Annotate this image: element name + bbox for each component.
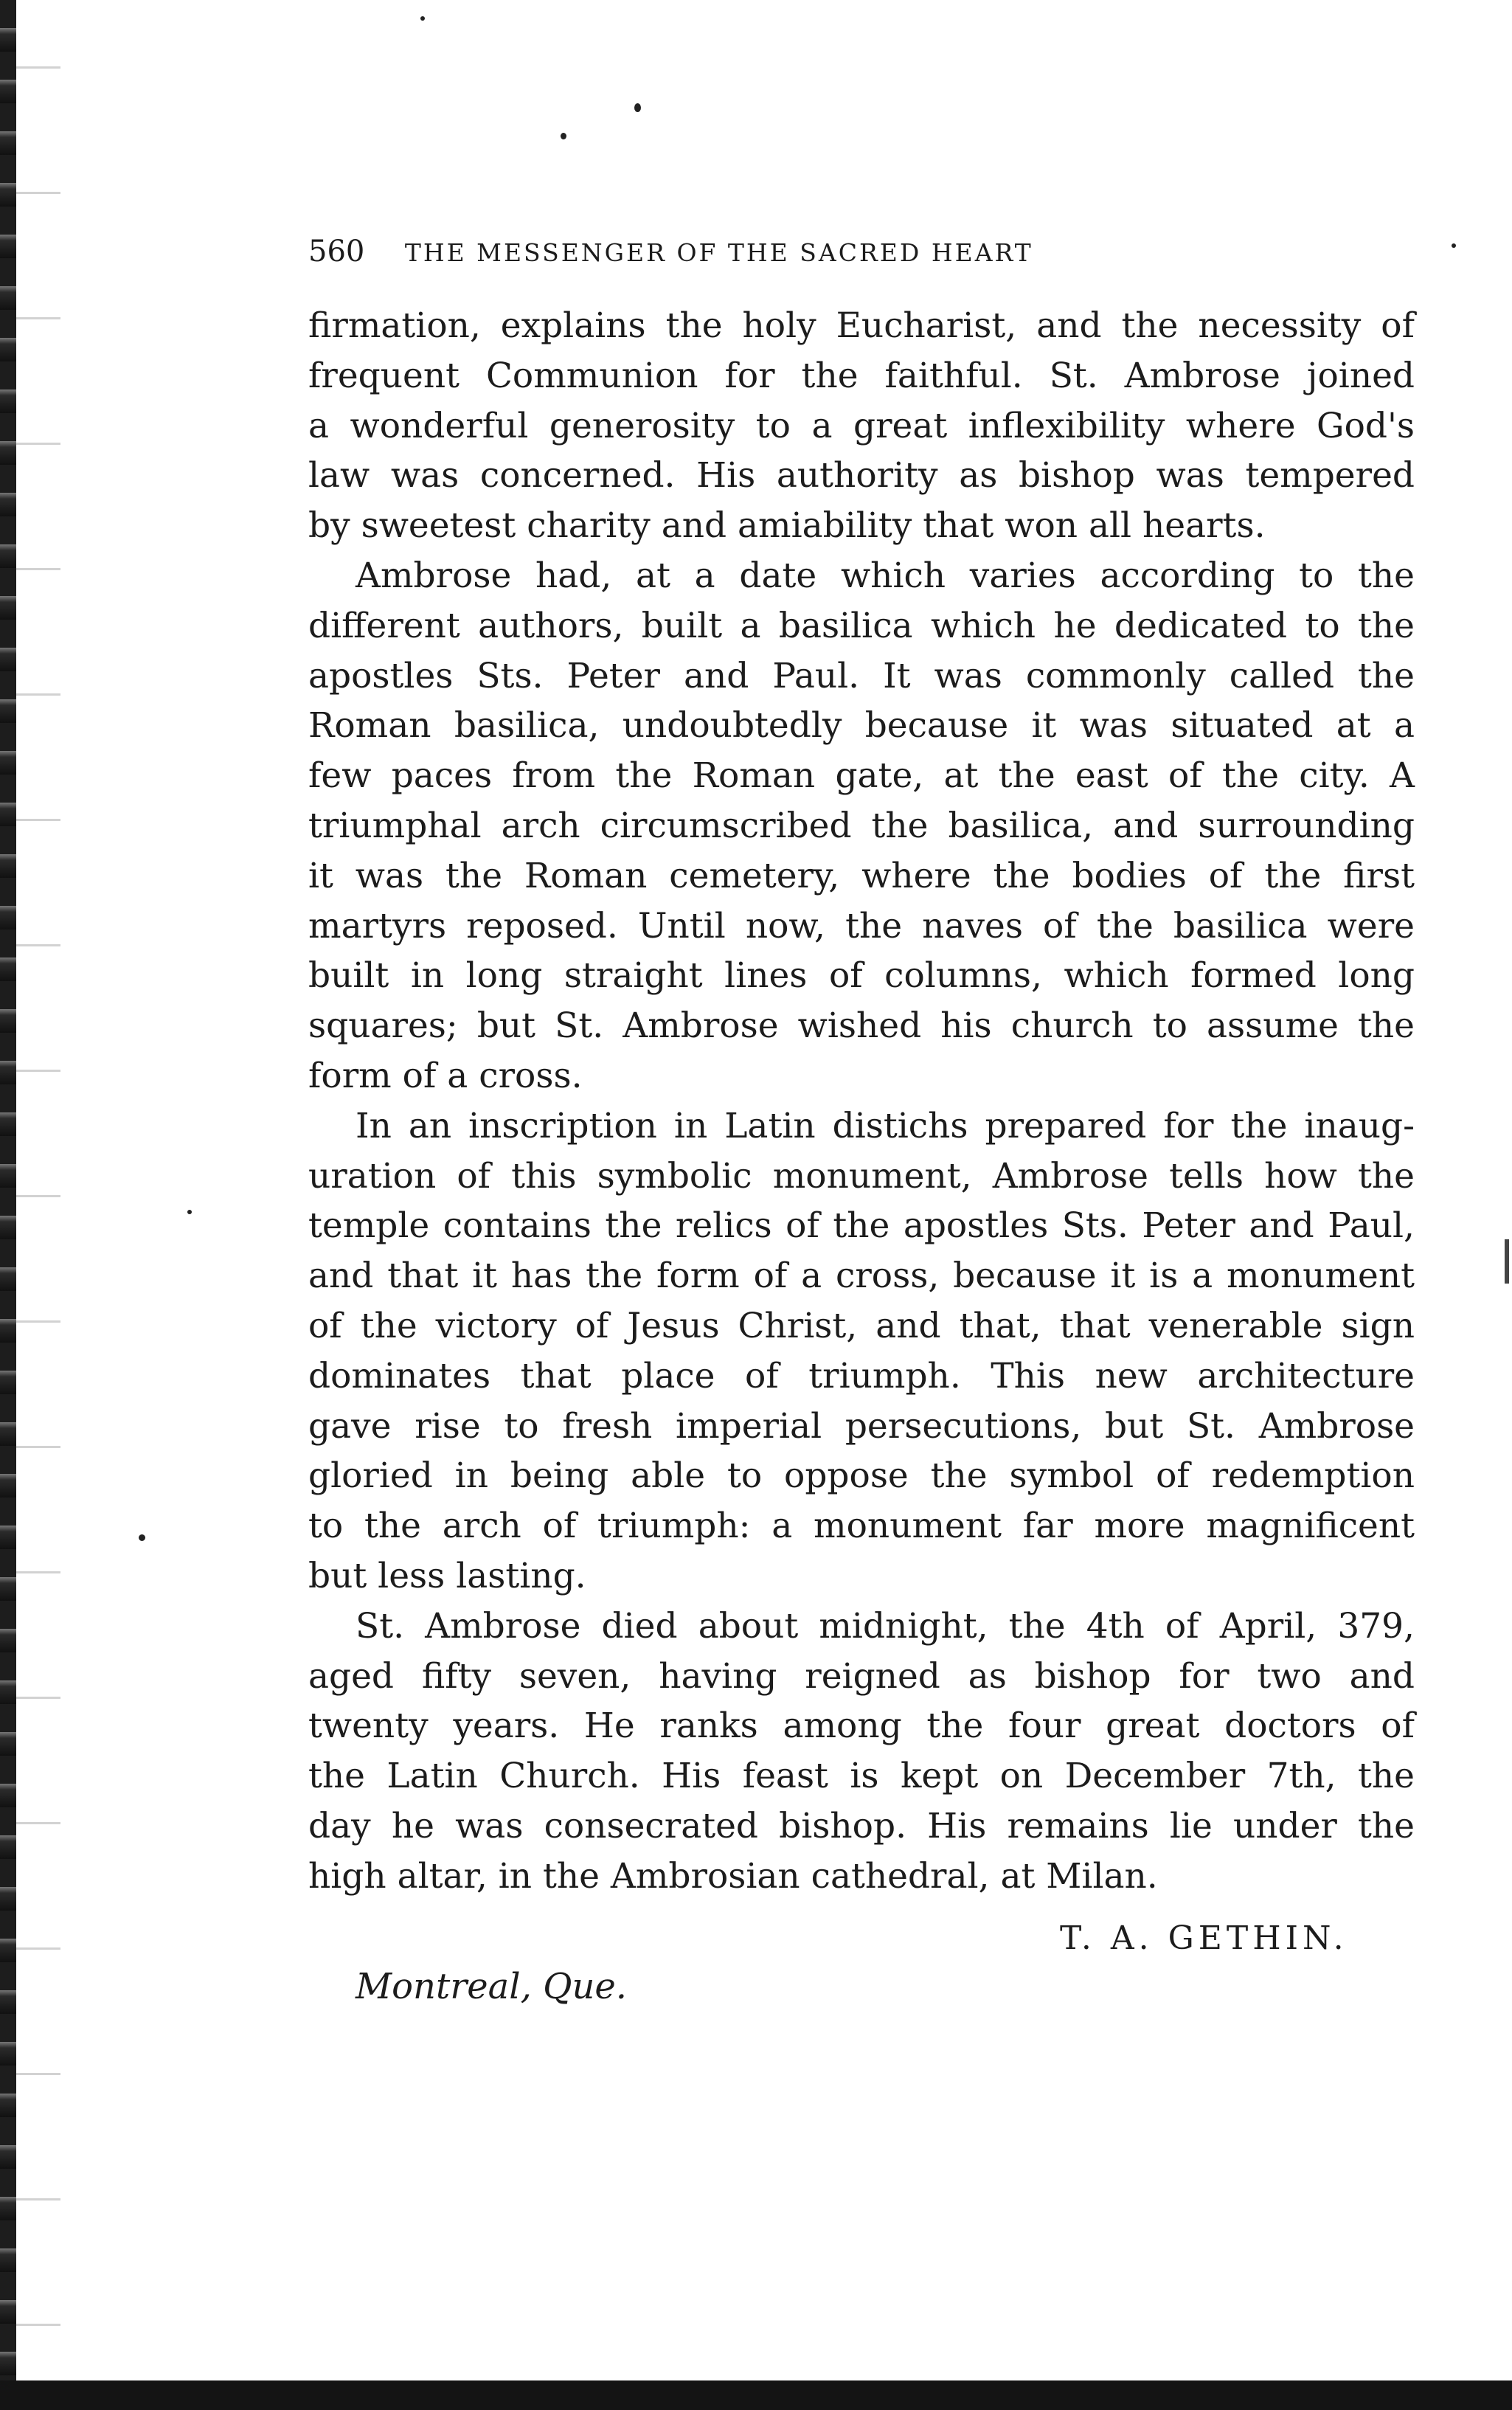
text-line: martyrs reposed. Until now, the naves of the basilica were	[308, 905, 1415, 946]
text-line: high altar, in the Ambrosian cathedral, at Milan.	[308, 1855, 1158, 1897]
text-line: to the arch of triumph: a monument far more magnificent	[308, 1506, 1415, 1547]
text-line: day he was consecrated bishop. His remains lie under the	[308, 1805, 1415, 1846]
text-line: temple contains the relics of the apostles Sts. Peter and Paul,	[308, 1205, 1415, 1247]
scan-left-speckle	[16, 0, 60, 2410]
scan-speck	[187, 1210, 192, 1214]
scan-left-edge	[0, 0, 16, 2410]
text-line: law was concerned. His authority as bishop was tempered	[308, 455, 1415, 496]
page-number: 560	[308, 235, 365, 269]
scan-right-mark	[1505, 1239, 1509, 1284]
text-line: frequent Communion for the faithful. St. Ambrose joined	[308, 355, 1415, 396]
text-line: gloried in being able to oppose the symbol of redemption	[308, 1455, 1415, 1497]
text-line: dominates that place of triumph. This new architecture	[308, 1355, 1415, 1396]
text-line: the Latin Church. His feast is kept on December 7th, the	[308, 1756, 1415, 1797]
text-line: twenty years. He ranks among the four great doctors of	[308, 1706, 1415, 1747]
text-line: a wonderful generosity to a great inflexibility where God's	[308, 405, 1415, 446]
paragraph	[308, 1602, 1415, 1902]
text-line: it was the Roman cemetery, where the bodies of the first	[308, 855, 1415, 896]
paragraph	[308, 301, 1415, 551]
text-line: Roman basilica, undoubtedly because it was situated at a	[308, 705, 1415, 747]
text-line: form of a cross.	[308, 1055, 583, 1096]
running-header	[308, 235, 1267, 269]
paragraph	[308, 551, 1415, 1101]
running-title: THE MESSENGER OF THE SACRED HEART	[404, 238, 1033, 267]
place-line: Montreal, Que.	[356, 1966, 628, 2007]
text-line: different authors, built a basilica which he dedicated to the	[308, 605, 1415, 646]
article-body	[308, 301, 1415, 1902]
paragraph	[308, 1101, 1415, 1602]
scan-speck	[1452, 243, 1456, 248]
text-line: squares; but St. Ambrose wished his church to assume the	[308, 1005, 1415, 1047]
text-line: but less lasting.	[308, 1555, 586, 1596]
text-line: gave rise to fresh imperial persecutions, but St. Ambrose	[308, 1405, 1415, 1447]
text-line: by sweetest charity and amiability that won all hearts.	[308, 505, 1266, 547]
scan-speck	[561, 133, 566, 139]
scan-bottom-edge	[0, 2380, 1512, 2410]
text-line: few paces from the Roman gate, at the east of the city. A	[308, 755, 1415, 797]
author-signature: T. A. GETHIN.	[1060, 1919, 1348, 1957]
text-line: In an inscription in Latin distichs prepared for the inaug-	[356, 1105, 1415, 1146]
text-line: built in long straight lines of columns, which formed long	[308, 955, 1415, 997]
text-line: St. Ambrose died about midnight, the 4th of April, 379,	[356, 1605, 1415, 1647]
text-line: Ambrose had, at a date which varies according to the	[356, 555, 1415, 596]
text-line: of the victory of Jesus Christ, and that, that venerable sign	[308, 1305, 1415, 1346]
scan-speck	[420, 16, 425, 21]
scan-speck	[139, 1534, 145, 1541]
text-line: and that it has the form of a cross, because it is a monument	[308, 1256, 1415, 1297]
text-line: apostles Sts. Peter and Paul. It was commonly called the	[308, 655, 1415, 696]
scan-speck	[634, 103, 641, 112]
text-line: triumphal arch circumscribed the basilica, and surrounding	[308, 805, 1415, 846]
text-line: firmation, explains the holy Eucharist, and the necessity of	[308, 305, 1415, 346]
text-line: uration of this symbolic monument, Ambrose tells how the	[308, 1155, 1415, 1197]
text-line: aged fifty seven, having reigned as bishop for two and	[308, 1655, 1415, 1697]
